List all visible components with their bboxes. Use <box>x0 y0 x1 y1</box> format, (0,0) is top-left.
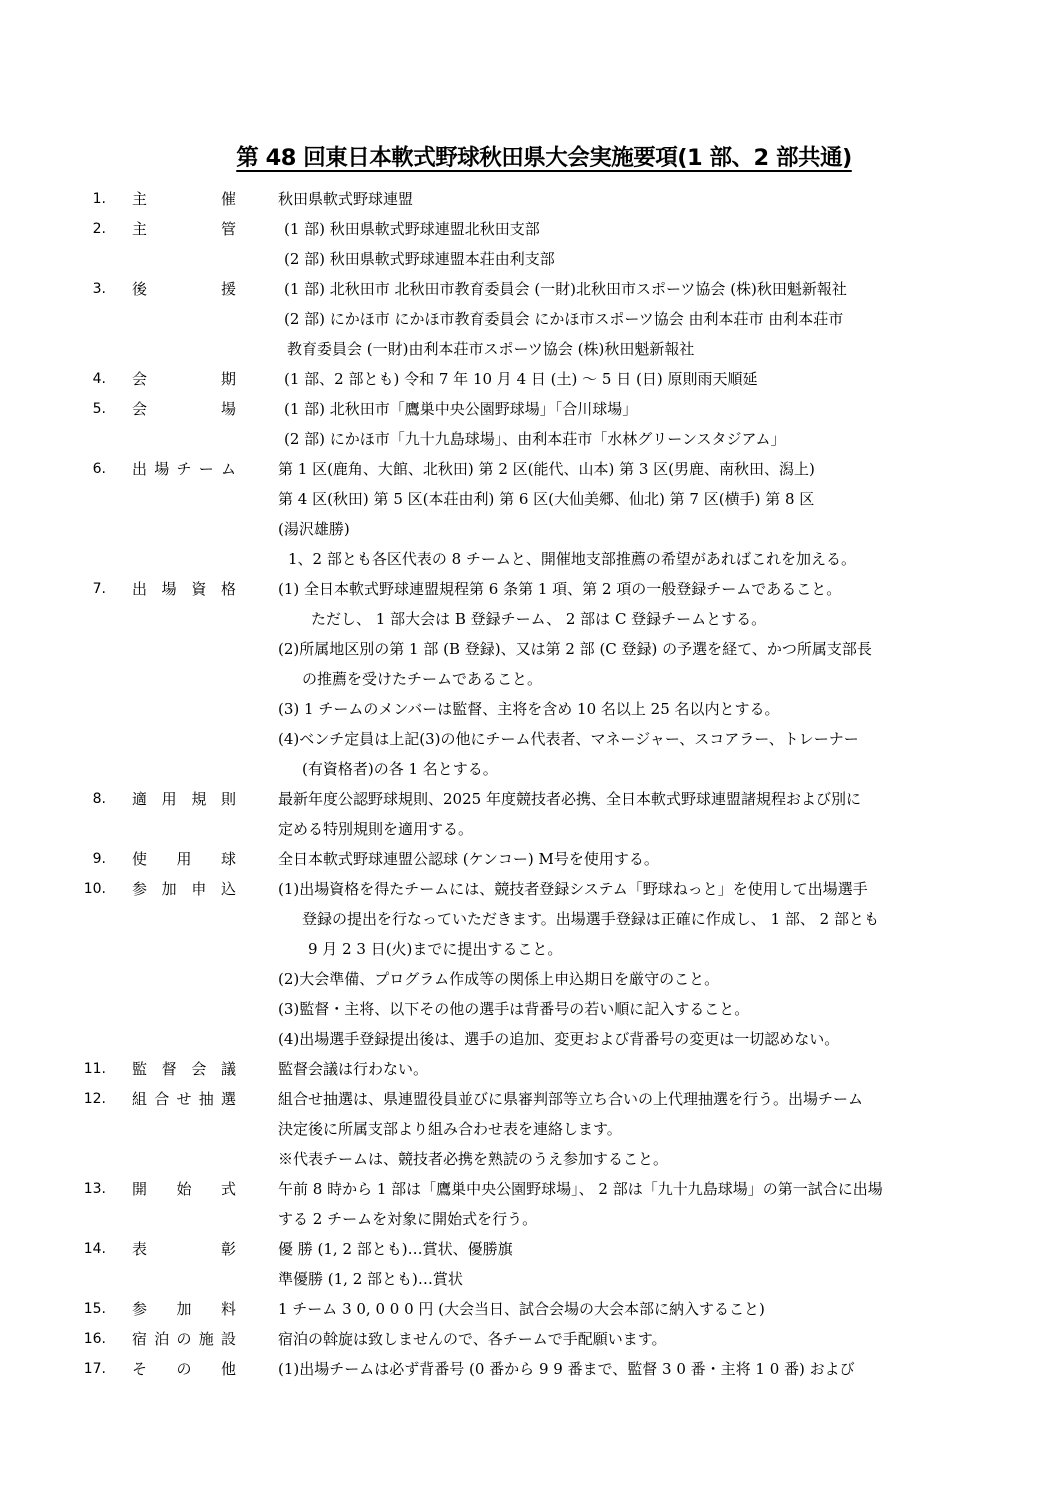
section-text: (4)出場選手登録提出後は、選手の追加、変更および背番号の変更は一切認めない。 <box>278 1030 840 1048</box>
section-line <box>0 574 1058 604</box>
section-item <box>0 184 1058 214</box>
section-text: (3) 1 チームのメンバーは監督、主将を含め 10 名以上 25 名以内とする。 <box>278 700 780 718</box>
section-text: 優 勝 (1, 2 部とも)…賞状、優勝旗 <box>278 1240 513 1258</box>
section-line <box>0 1174 1058 1204</box>
section-label-char: 会 <box>132 400 148 418</box>
section-text: 第 4 区(秋田) 第 5 区(本荘由利) 第 6 区(大仙美郷、仙北) 第 7 区(横手) 第 8 区 <box>278 490 815 508</box>
section-text: 定める特別規則を適用する。 <box>278 820 474 838</box>
section-number: 17. <box>83 1361 106 1377</box>
section-label <box>132 1174 236 1204</box>
section-text: (1 部) 北秋田市「鷹巣中央公園野球場」「合川球場」 <box>284 400 638 418</box>
section-line <box>0 694 1058 724</box>
section-label <box>132 1294 236 1324</box>
section-line <box>0 214 1058 244</box>
section-number: 6. <box>92 461 106 477</box>
section-text: 宿泊の斡旋は致しませんので、各チームで手配願います。 <box>278 1330 667 1348</box>
section-line <box>0 634 1058 664</box>
section-line <box>0 334 1058 364</box>
section-line <box>0 1114 1058 1144</box>
section-label-char: 他 <box>220 1360 236 1378</box>
section-label-char: 泊 <box>154 1330 170 1348</box>
section-text: 決定後に所属支部より組み合わせ表を連絡します。 <box>278 1120 622 1138</box>
section-label-char: 始 <box>176 1180 192 1198</box>
document-title <box>0 142 1058 174</box>
section-label-char: 会 <box>191 1060 207 1078</box>
section-line <box>0 1354 1058 1384</box>
section-label-char: 資 <box>191 580 207 598</box>
section-text: する 2 チームを対象に開始式を行う。 <box>278 1210 538 1228</box>
section-item <box>0 1174 1058 1234</box>
section-item <box>0 1354 1058 1384</box>
section-text: (2 部) にかほ市「九十九島球場」、由利本荘市「水林グリーンスタジアム」 <box>284 430 786 448</box>
section-text: 1 チーム 3 0, 0 0 0 円 (大会当日、試合会場の大会本部に納入すること) <box>278 1300 765 1318</box>
section-number: 7. <box>92 581 106 597</box>
section-label <box>132 574 236 604</box>
section-text: (2 部) 秋田県軟式野球連盟本荘由利支部 <box>284 250 555 268</box>
section-label-char: 格 <box>220 580 236 598</box>
document-title-text: 第 48 回東日本軟式野球秋田県大会実施要項(1 部、2 部共通) <box>236 145 852 171</box>
section-text: ただし、 1 部大会は B 登録チーム、 2 部は C 登録チームとする。 <box>311 610 767 628</box>
section-line <box>0 484 1058 514</box>
section-line <box>0 784 1058 814</box>
section-item <box>0 574 1058 784</box>
section-line <box>0 1024 1058 1054</box>
section-line <box>0 964 1058 994</box>
section-text: 監督会議は行わない。 <box>278 1060 429 1078</box>
section-label-char: チ <box>176 460 192 478</box>
section-item <box>0 454 1058 574</box>
section-label-char: せ <box>176 1090 192 1108</box>
section-label <box>132 1084 236 1114</box>
section-line <box>0 604 1058 634</box>
section-label-char: 主 <box>132 190 148 208</box>
section-number: 5. <box>92 401 106 417</box>
section-label-char: 合 <box>154 1090 170 1108</box>
section-line <box>0 544 1058 574</box>
section-label-char: 出 <box>132 580 148 598</box>
section-number: 11. <box>83 1061 106 1077</box>
section-number: 16. <box>83 1331 106 1347</box>
section-item <box>0 844 1058 874</box>
section-label <box>132 874 236 904</box>
section-item <box>0 1084 1058 1174</box>
section-label-char: 使 <box>132 850 148 868</box>
section-text: 登録の提出を行なっていただきます。出場選手登録は正確に作成し、 1 部、 2 部とも <box>302 910 879 928</box>
section-label-char: 申 <box>191 880 207 898</box>
section-label-char: の <box>176 1360 192 1378</box>
section-label-char: ー <box>198 460 214 478</box>
section-text: 準優勝 (1, 2 部とも)…賞状 <box>278 1270 463 1288</box>
section-line <box>0 904 1058 934</box>
section-text: 全日本軟式野球連盟公認球 (ケンコー) M号を使用する。 <box>278 850 659 868</box>
section-label-char: 監 <box>132 1060 148 1078</box>
section-number: 9. <box>92 851 106 867</box>
section-label-char: の <box>176 1330 192 1348</box>
section-label-char: 抽 <box>198 1090 214 1108</box>
section-number: 8. <box>92 791 106 807</box>
section-label-char: 催 <box>220 190 236 208</box>
document-body <box>0 184 1058 1384</box>
section-line <box>0 994 1058 1024</box>
section-text: 最新年度公認野球規則、2025 年度競技者必携、全日本軟式野球連盟諸規程および別に <box>278 790 861 808</box>
section-text: ※代表チームは、競技者必携を熟読のうえ参加すること。 <box>278 1150 669 1168</box>
section-label-char: 会 <box>132 370 148 388</box>
section-number: 14. <box>83 1241 106 1257</box>
section-label <box>132 1234 236 1264</box>
section-line <box>0 844 1058 874</box>
section-label-char: 込 <box>220 880 236 898</box>
section-text: (1 部) 秋田県軟式野球連盟北秋田支部 <box>284 220 540 238</box>
section-label <box>132 184 236 214</box>
section-label-char: 場 <box>154 460 170 478</box>
section-label-char: ム <box>220 460 236 478</box>
section-label <box>132 274 236 304</box>
section-text: 1、2 部とも各区代表の 8 チームと、開催地支部推薦の希望があればこれを加える。 <box>288 550 856 568</box>
section-line <box>0 1264 1058 1294</box>
section-item <box>0 274 1058 364</box>
section-number: 1. <box>92 191 106 207</box>
section-text: (3)監督・主将、以下その他の選手は背番号の若い順に記入すること。 <box>278 1000 750 1018</box>
section-line <box>0 874 1058 904</box>
section-line <box>0 1054 1058 1084</box>
section-text: (1 部) 北秋田市 北秋田市教育委員会 (一財)北秋田市スポーツ協会 (株)秋田魁新報社 <box>284 280 847 298</box>
section-line <box>0 664 1058 694</box>
section-label-char: 用 <box>161 790 177 808</box>
section-line <box>0 304 1058 334</box>
section-label-char: 選 <box>220 1090 236 1108</box>
section-label <box>132 844 236 874</box>
section-label-char: 場 <box>220 400 236 418</box>
section-text: 組合せ抽選は、県連盟役員並びに県審判部等立ち合いの上代理抽選を行う。出場チーム <box>278 1090 864 1108</box>
section-label-char: 管 <box>220 220 236 238</box>
section-label-char: 場 <box>161 580 177 598</box>
section-line <box>0 934 1058 964</box>
section-text: (1)出場チームは必ず背番号 (0 番から 9 9 番まで、監督 3 0 番・主将 1 0 番) および <box>278 1360 855 1378</box>
section-line <box>0 454 1058 484</box>
section-line <box>0 394 1058 424</box>
section-label <box>132 1324 236 1354</box>
section-item <box>0 784 1058 844</box>
section-text: (1) 全日本軟式野球連盟規程第 6 条第 1 項、第 2 項の一般登録チームであること。 <box>278 580 842 598</box>
section-label-char: 加 <box>176 1300 192 1318</box>
section-number: 15. <box>83 1301 106 1317</box>
section-label-char: 彰 <box>220 1240 236 1258</box>
section-line <box>0 244 1058 274</box>
section-item <box>0 874 1058 1054</box>
section-line <box>0 1084 1058 1114</box>
section-label <box>132 394 236 424</box>
section-label-char: 規 <box>191 790 207 808</box>
section-label <box>132 214 236 244</box>
section-number: 12. <box>83 1091 106 1107</box>
section-label-char: 宿 <box>132 1330 148 1348</box>
section-label-char: 設 <box>220 1330 236 1348</box>
section-line <box>0 424 1058 454</box>
section-label-char: 参 <box>132 1300 148 1318</box>
section-label-char: 表 <box>132 1240 148 1258</box>
section-label <box>132 784 236 814</box>
section-line <box>0 1204 1058 1234</box>
section-label-char: 球 <box>220 850 236 868</box>
section-text: の推薦を受けたチームであること。 <box>302 670 543 688</box>
section-label-char: 督 <box>161 1060 177 1078</box>
section-line <box>0 724 1058 754</box>
section-label-char: 議 <box>220 1060 236 1078</box>
section-item <box>0 214 1058 274</box>
section-label-char: 組 <box>132 1090 148 1108</box>
section-text: (有資格者)の各 1 名とする。 <box>302 760 498 778</box>
section-label-char: 式 <box>220 1180 236 1198</box>
section-label-char: 後 <box>132 280 148 298</box>
section-label <box>132 364 236 394</box>
section-text: (1)出場資格を得たチームには、競技者登録システム「野球ねっと」を使用して出場選手 <box>278 880 868 898</box>
section-line <box>0 1144 1058 1174</box>
section-line <box>0 754 1058 784</box>
section-text: 秋田県軟式野球連盟 <box>278 190 414 208</box>
section-text: (2 部) にかほ市 にかほ市教育委員会 にかほ市スポーツ協会 由利本荘市 由利本荘市 <box>284 310 844 328</box>
section-text: 午前 8 時から 1 部は「鷹巣中央公園野球場」、 2 部は「九十九島球場」の第一試合に出場 <box>278 1180 883 1198</box>
section-line <box>0 814 1058 844</box>
section-line <box>0 514 1058 544</box>
section-line <box>0 274 1058 304</box>
section-number: 2. <box>92 221 106 237</box>
section-label-char: 則 <box>220 790 236 808</box>
section-item <box>0 364 1058 394</box>
section-label-char: 適 <box>132 790 148 808</box>
section-label-char: 用 <box>176 850 192 868</box>
section-line <box>0 364 1058 394</box>
section-label-char: 料 <box>220 1300 236 1318</box>
section-item <box>0 394 1058 454</box>
section-label-char: 開 <box>132 1180 148 1198</box>
section-line <box>0 1294 1058 1324</box>
section-text: (1 部、2 部とも) 令和 7 年 10 月 4 日 (土) ～ 5 日 (日) 原則雨天順延 <box>284 370 758 388</box>
section-label-char: 参 <box>132 880 148 898</box>
section-label-char: 加 <box>161 880 177 898</box>
section-item <box>0 1054 1058 1084</box>
section-text: (2)所属地区別の第 1 部 (B 登録)、又は第 2 部 (C 登録) の予選を経て、かつ所属支部長 <box>278 640 872 658</box>
section-text: (湯沢雄勝) <box>278 520 350 538</box>
section-label-char: 期 <box>220 370 236 388</box>
section-text: 教育委員会 (一財)由利本荘市スポーツ協会 (株)秋田魁新報社 <box>287 340 695 358</box>
section-text: (2)大会準備、プログラム作成等の関係上申込期日を厳守のこと。 <box>278 970 720 988</box>
section-number: 13. <box>83 1181 106 1197</box>
section-text: 9 月 2 3 日(火)までに提出すること。 <box>308 940 563 958</box>
section-line <box>0 184 1058 214</box>
section-label <box>132 454 236 484</box>
section-line <box>0 1324 1058 1354</box>
section-item <box>0 1234 1058 1294</box>
section-number: 4. <box>92 371 106 387</box>
section-item <box>0 1294 1058 1324</box>
section-text: (4)ベンチ定員は上記(3)の他にチーム代表者、マネージャー、スコアラー、トレーナー <box>278 730 859 748</box>
section-number: 3. <box>92 281 106 297</box>
section-label-char: 出 <box>132 460 148 478</box>
section-item <box>0 1324 1058 1354</box>
section-line <box>0 1234 1058 1264</box>
section-number: 10. <box>83 881 106 897</box>
section-label-char: 施 <box>198 1330 214 1348</box>
section-text: 第 1 区(鹿角、大館、北秋田) 第 2 区(能代、山本) 第 3 区(男鹿、南秋田、潟上) <box>278 460 815 478</box>
section-label <box>132 1354 236 1384</box>
section-label <box>132 1054 236 1084</box>
section-label-char: 援 <box>220 280 236 298</box>
section-label-char: 主 <box>132 220 148 238</box>
section-label-char: そ <box>132 1360 148 1378</box>
